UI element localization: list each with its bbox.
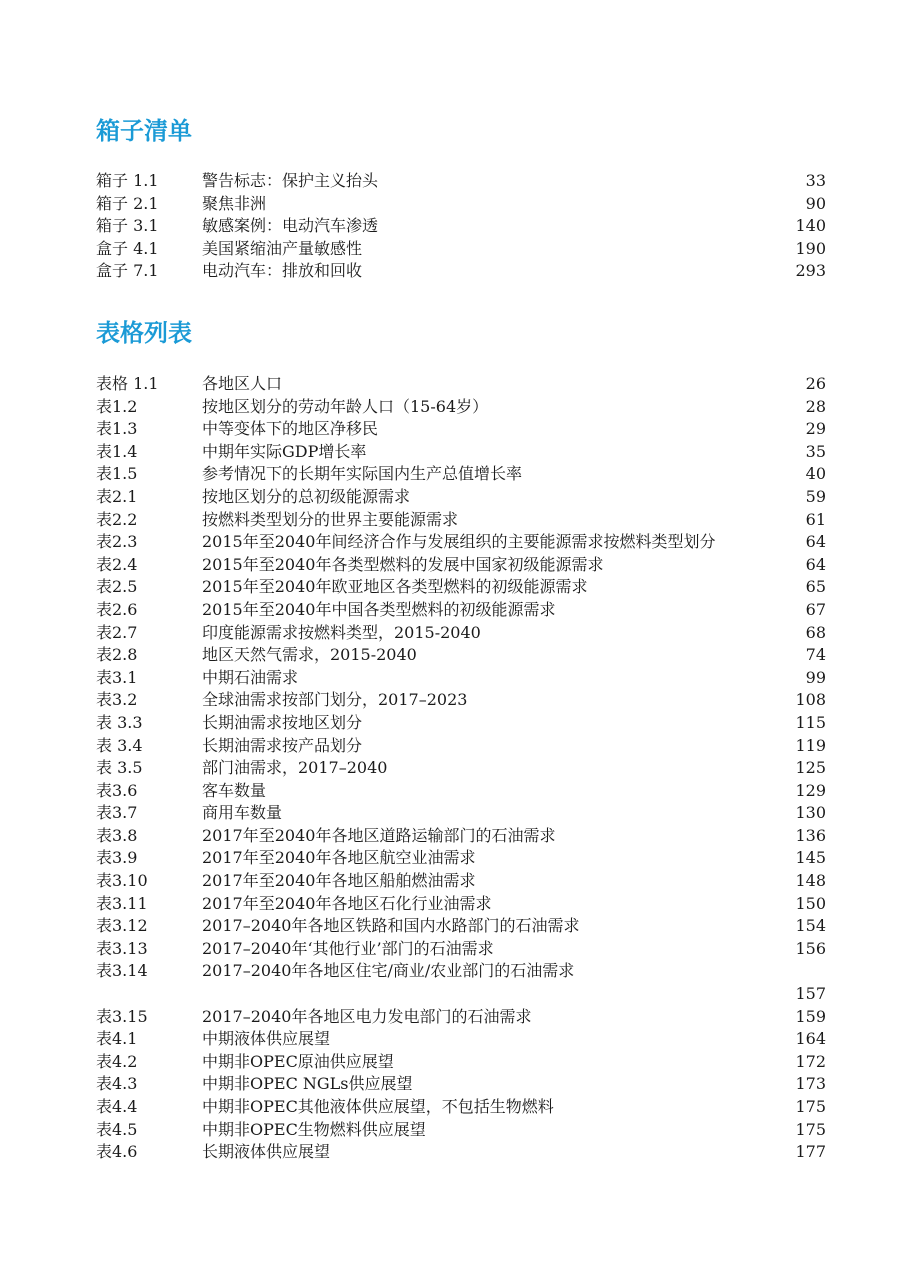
entry-label: 表 3.3 <box>96 712 143 732</box>
table-list-row[interactable] <box>96 1141 826 1164</box>
entry-page-number: 157 <box>795 984 826 1004</box>
entry-title: 各地区人口 <box>202 374 283 393</box>
entry-page-number: 40 <box>805 464 826 484</box>
entry-page-number: 29 <box>805 419 826 439</box>
table-list-row[interactable] <box>96 735 826 758</box>
entry-page-number: 68 <box>805 622 826 642</box>
entry-title: 中等变体下的地区净移民 <box>202 419 379 439</box>
entry-label: 表3.15 <box>96 1006 148 1026</box>
entry-title: 2017–2040年‘其他行业’部门的石油需求 <box>202 938 494 958</box>
entry-title: 2017年至2040年各地区道路运输部门的石油需求 <box>202 825 556 845</box>
entry-label: 表3.13 <box>96 938 148 958</box>
entry-title: 中期石油需求 <box>202 667 299 687</box>
entry-page-number: 119 <box>795 735 826 755</box>
entry-title: 中期非OPEC其他液体供应展望，不包括生物燃料 <box>202 1097 554 1116</box>
entry-label: 表3.7 <box>96 803 138 823</box>
entry-title: 部门油需求，2017–2040 <box>202 758 388 778</box>
entry-page-number: 129 <box>795 780 826 800</box>
entry-title: 商用车数量 <box>202 803 283 823</box>
table-list-row[interactable] <box>96 599 826 622</box>
box-list-row[interactable] <box>96 238 826 261</box>
entry-label: 表 3.5 <box>96 758 143 778</box>
table-list-row[interactable] <box>96 1119 826 1142</box>
entry-page-number: 190 <box>795 238 826 258</box>
entry-label: 表2.5 <box>96 577 138 597</box>
entry-label: 表2.7 <box>96 622 138 642</box>
table-list-row[interactable] <box>96 1006 826 1029</box>
entry-label: 箱子 3.1 <box>96 216 159 236</box>
box-list-row[interactable] <box>96 170 826 193</box>
entry-title: 警告标志：保护主义抬头 <box>202 171 379 190</box>
boxes-list <box>96 170 826 283</box>
entry-title: 按地区划分的总初级能源需求 <box>202 486 411 506</box>
entry-label: 箱子 2.1 <box>96 193 159 213</box>
entry-title: 2015年至2040年间经济合作与发展组织的主要能源需求按燃料类型划分 <box>202 532 716 552</box>
box-list-row[interactable] <box>96 193 826 216</box>
entry-page-number: 136 <box>795 825 826 845</box>
entry-page-number: 99 <box>805 667 826 687</box>
entry-title: 长期油需求按产品划分 <box>202 735 363 755</box>
table-list-row[interactable] <box>96 847 826 870</box>
entry-page-number: 140 <box>795 216 826 236</box>
tables-list <box>96 373 826 1164</box>
boxes-section-heading: 箱子清单 <box>96 117 192 145</box>
entry-page-number: 61 <box>805 509 826 529</box>
entry-title: 聚焦非洲 <box>202 193 267 213</box>
table-list-row[interactable] <box>96 373 826 396</box>
entry-label: 表1.4 <box>96 441 138 461</box>
entry-page-number: 159 <box>795 1006 826 1026</box>
entry-page-number: 108 <box>795 690 826 710</box>
entry-title: 按燃料类型划分的世界主要能源需求 <box>202 509 459 529</box>
entry-page-number: 90 <box>805 193 826 213</box>
entry-page-number: 65 <box>805 577 826 597</box>
entry-label: 表2.1 <box>96 486 138 506</box>
entry-label: 表2.4 <box>96 554 138 574</box>
entry-title: 地区天然气需求，2015-2040 <box>202 645 417 665</box>
entry-title: 中期非OPEC NGLs供应展望 <box>202 1074 413 1094</box>
entry-label: 表3.2 <box>96 690 138 710</box>
entry-page-number: 172 <box>795 1051 826 1071</box>
entry-page-number: 156 <box>795 938 826 958</box>
entry-label: 表2.2 <box>96 509 138 529</box>
entry-label: 表3.6 <box>96 780 138 800</box>
entry-page-number: 74 <box>805 645 826 665</box>
table-list-row[interactable] <box>96 915 826 938</box>
entry-page-number: 125 <box>795 758 826 778</box>
entry-page-number: 28 <box>805 396 826 416</box>
entry-label: 表2.6 <box>96 599 138 619</box>
table-list-row[interactable] <box>96 938 826 961</box>
entry-title: 2017年至2040年各地区石化行业油需求 <box>202 893 492 913</box>
entry-page-number: 154 <box>795 916 826 936</box>
entry-title: 参考情况下的长期年实际国内生产总值增长率 <box>202 464 523 484</box>
entry-title: 电动汽车：排放和回收 <box>202 261 363 281</box>
table-list-row[interactable] <box>96 870 826 893</box>
table-list-row[interactable] <box>96 576 826 599</box>
entry-page-number: 64 <box>805 554 826 574</box>
table-list-row[interactable] <box>96 667 826 690</box>
entry-label: 表3.12 <box>96 916 148 936</box>
entry-page-number: 64 <box>805 532 826 552</box>
entry-title: 中期非OPEC生物燃料供应展望 <box>202 1119 426 1139</box>
table-list-row[interactable] <box>96 802 826 825</box>
entry-label: 表4.3 <box>96 1074 138 1094</box>
entry-page-number: 33 <box>805 171 826 190</box>
entry-title: 敏感案例：电动汽车渗透 <box>202 216 379 236</box>
table-list-row[interactable] <box>96 1073 826 1096</box>
entry-title: 全球油需求按部门划分，2017–2023 <box>202 690 468 710</box>
entry-title: 美国紧缩油产量敏感性 <box>202 238 363 258</box>
entry-title: 长期液体供应展望 <box>202 1142 331 1162</box>
entry-label: 表3.1 <box>96 667 138 687</box>
entry-page-number: 150 <box>795 893 826 913</box>
table-list-row[interactable] <box>96 644 826 667</box>
table-list-row[interactable] <box>96 1096 826 1119</box>
entry-label: 盒子 7.1 <box>96 261 159 281</box>
entry-label: 表4.1 <box>96 1029 138 1049</box>
entry-label: 盒子 4.1 <box>96 238 159 258</box>
table-list-row[interactable] <box>96 757 826 780</box>
table-list-row[interactable] <box>96 893 826 916</box>
entry-label: 表格 1.1 <box>96 374 159 393</box>
entry-page-number: 175 <box>795 1119 826 1139</box>
table-list-row[interactable] <box>96 463 826 486</box>
table-list-row[interactable] <box>96 1051 826 1074</box>
table-list-row[interactable] <box>96 486 826 509</box>
entry-title: 2015年至2040年各类型燃料的发展中国家初级能源需求 <box>202 554 604 574</box>
entry-page-number: 59 <box>805 486 826 506</box>
entry-page-number: 145 <box>795 848 826 868</box>
table-list-row[interactable] <box>96 689 826 712</box>
entry-label: 箱子 1.1 <box>96 171 159 190</box>
table-list-row[interactable] <box>96 418 826 441</box>
entry-label: 表4.5 <box>96 1119 138 1139</box>
entry-page-number: 164 <box>795 1029 826 1049</box>
entry-page-number: 35 <box>805 441 826 461</box>
entry-page-number: 148 <box>795 871 826 891</box>
entry-label: 表3.11 <box>96 893 148 913</box>
table-list-row[interactable] <box>96 554 826 577</box>
tables-section-heading: 表格列表 <box>96 319 192 347</box>
box-list-row[interactable] <box>96 260 826 283</box>
table-list-row[interactable] <box>96 780 826 803</box>
entry-page-number: 177 <box>795 1142 826 1162</box>
entry-title: 中期年实际GDP增长率 <box>202 441 367 461</box>
table-list-row[interactable] <box>96 712 826 735</box>
table-list-row[interactable] <box>96 531 826 554</box>
entry-title: 2017–2040年各地区电力发电部门的石油需求 <box>202 1006 532 1026</box>
entry-title: 按地区划分的劳动年龄人口（15-64岁） <box>202 396 489 416</box>
table-list-row[interactable] <box>96 825 826 848</box>
entry-title: 2015年至2040年中国各类型燃料的初级能源需求 <box>202 599 556 619</box>
entry-title: 2015年至2040年欧亚地区各类型燃料的初级能源需求 <box>202 577 588 597</box>
box-list-row[interactable] <box>96 215 826 238</box>
entry-label: 表4.6 <box>96 1142 138 1162</box>
table-list-row[interactable] <box>96 960 826 1005</box>
entry-page-number: 175 <box>795 1097 826 1116</box>
entry-title: 印度能源需求按燃料类型，2015-2040 <box>202 622 481 642</box>
entry-page-number: 26 <box>805 374 826 393</box>
table-list-row[interactable] <box>96 441 826 464</box>
entry-page-number: 67 <box>805 599 826 619</box>
entry-page-number: 130 <box>795 803 826 823</box>
entry-title: 2017–2040年各地区铁路和国内水路部门的石油需求 <box>202 916 580 936</box>
entry-label: 表2.8 <box>96 645 138 665</box>
entry-title: 2017年至2040年各地区航空业油需求 <box>202 848 476 868</box>
entry-label: 表2.3 <box>96 532 138 552</box>
entry-label: 表1.5 <box>96 464 138 484</box>
table-list-row[interactable] <box>96 622 826 645</box>
entry-label: 表1.3 <box>96 419 138 439</box>
entry-title: 长期油需求按地区划分 <box>202 712 363 732</box>
table-list-row[interactable] <box>96 396 826 419</box>
entry-label: 表3.10 <box>96 871 148 891</box>
entry-label: 表1.2 <box>96 396 138 416</box>
entry-label: 表3.9 <box>96 848 138 868</box>
entry-page-number: 293 <box>795 261 826 281</box>
entry-title: 2017年至2040年各地区船舶燃油需求 <box>202 871 476 891</box>
entry-label: 表4.4 <box>96 1097 138 1116</box>
entry-page-number: 115 <box>795 712 826 732</box>
entry-label: 表3.14 <box>96 961 148 981</box>
table-list-row[interactable] <box>96 1028 826 1051</box>
entry-label: 表 3.4 <box>96 735 143 755</box>
entry-page-number: 173 <box>795 1074 826 1094</box>
table-list-row[interactable] <box>96 509 826 532</box>
entry-title: 中期液体供应展望 <box>202 1029 331 1049</box>
entry-label: 表4.2 <box>96 1051 138 1071</box>
entry-title: 2017–2040年各地区住宅/商业/农业部门的石油需求 <box>202 961 575 981</box>
entry-title: 客车数量 <box>202 780 267 800</box>
entry-title: 中期非OPEC原油供应展望 <box>202 1051 394 1071</box>
entry-label: 表3.8 <box>96 825 138 845</box>
